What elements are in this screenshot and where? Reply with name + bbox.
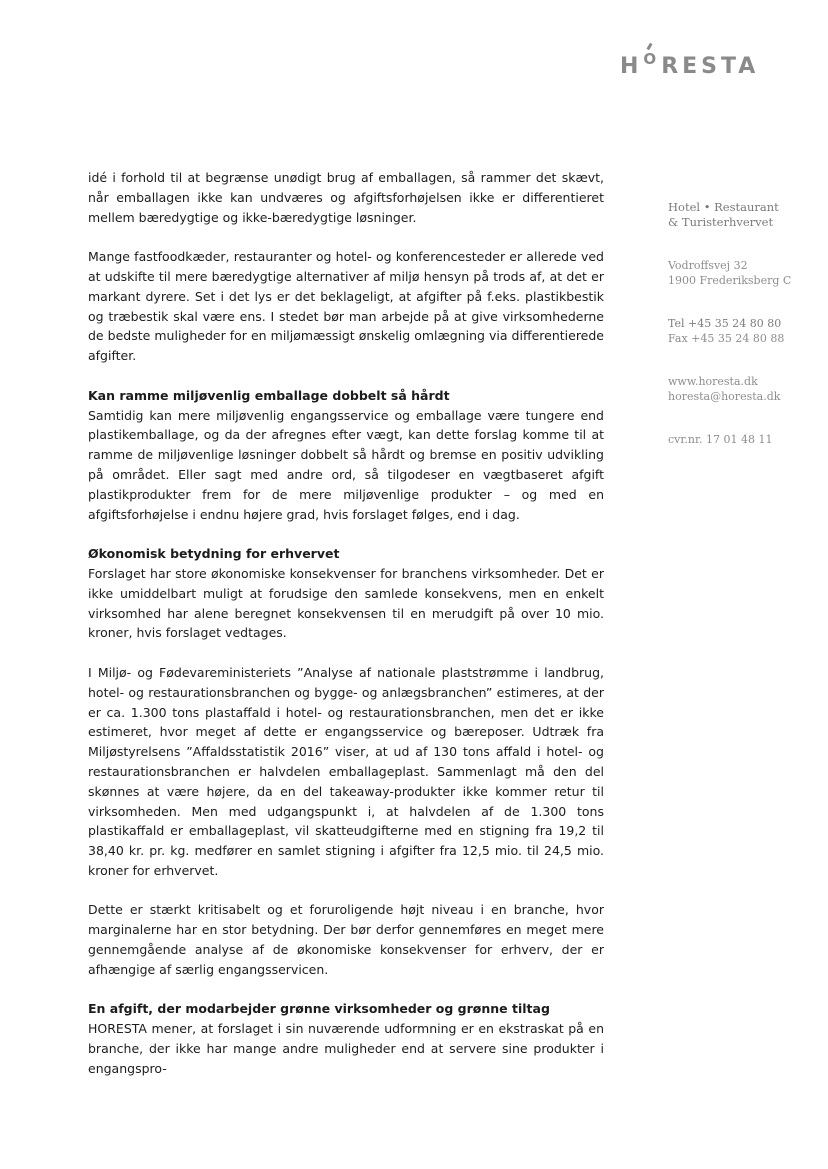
phone-block bbox=[668, 316, 818, 346]
paragraph-2: Mange fastfoodkæder, restauranter og hotel- og konferencesteder er allerede ved at udskifte til mere bæredygtige alternativer af miljø hensyn på trods af, at det er markant dyrere. Set i det lys er det beklageligt, at afgifter på f.eks. plastikbestik og træbestik skal være ens. I stedet bør man arbejde på at give virksomhederne de bedste muligheder for en miljømæssigt ønskelig omlægning via differentierede afgifter. bbox=[88, 249, 604, 364]
organization-block bbox=[668, 200, 818, 230]
section-green-businesses bbox=[88, 999, 604, 1078]
address-street: Vodroffsvej 32 bbox=[668, 259, 748, 272]
cvr-block bbox=[668, 432, 818, 447]
logo-o-mark: O bbox=[643, 50, 661, 68]
section-economic-impact bbox=[88, 544, 604, 643]
paragraph-6: Dette er stærkt kritisabelt og et foruroligende højt niveau i en branche, hvor marginalerne har en stor betydning. Der bør derfor gennemføres en meget mere gennemgående analyse af de økonomiske konsekvenser for erhverv, der er afhængige af særlig engangsservicen. bbox=[88, 902, 604, 977]
phone-number: Tel +45 35 24 80 80 bbox=[668, 317, 782, 330]
email-link[interactable]: horesta@horesta.dk bbox=[668, 390, 781, 403]
section-heading-1: Kan ramme miljøvenlig emballage dobbelt så hårdt bbox=[88, 387, 450, 403]
paragraph-4: Forslaget har store økonomiske konsekvenser for branchens virksomheder. Det er ikke umiddelbart muligt at forudsige den samlede konsekvens, men en enkelt virksomhed har alene beregnet konsekvensen til en merudgift på over 10 mio. kroner, hvis forslaget vedtages. bbox=[88, 565, 604, 641]
paragraph-1: idé i forhold til at begrænse unødigt brug af emballagen, så rammer det skævt, når emballagen ikke kan undværes og afgiftsforhøjelsen ikke er differentieret mellem bæredygtige og ikke-bæredygtige løsninger. bbox=[88, 170, 604, 225]
address-city: 1900 Frederiksberg C bbox=[668, 274, 792, 287]
cvr-number: cvr.nr. 17 01 48 11 bbox=[668, 433, 773, 446]
letter-body bbox=[88, 168, 604, 1098]
web-block bbox=[668, 374, 818, 404]
paragraph-5: I Miljø- og Fødevareministeriets ”Analyse af nationale plaststrømme i landbrug, hotel- og restaurationsbranchen og bygge- og anlægsbranchen” estimeres, at der er ca. 1.300 tons plastaffald i hotel- og restaurationsbranchen, men det er ikke estimeret, hvor meget af dette er engangsservice og bæreposer. Udtræk fra Miljøstyrelsens ”Affaldsstatistik 2016” viser, at ud af 130 tons affald i hotel- og restaurationsbranchen er halvdelen emballageplast. Sammenlagt må den del skønnes at være højere, da en del takeaway-produkter ikke kommer retur til virksomheden. Men med udgangspunkt i, at halvdelen af de 1.300 tons plastikaffald er emballageplast, vil skatteudgifterne med en stigning fra 19,2 til 38,40 kr. pr. kg. medfører en samlet stigning i afgifter fra 12,5 mio. til 24,5 mio. kroner for erhvervet. bbox=[88, 664, 604, 878]
org-line-1: Hotel • Restaurant bbox=[668, 200, 779, 214]
section-heading-2: Økonomisk betydning for erhvervet bbox=[88, 546, 340, 562]
address-block bbox=[668, 258, 818, 288]
section-environmental-packaging bbox=[88, 386, 604, 525]
paragraph-3: Samtidig kan mere miljøvenlig engangsservice og emballage være tungere end plastikemballage, og da der afregnes efter vægt, kan dette forslag komme til at ramme de miljøvenlige løsninger dobbelt så hårdt og bremse en positiv udvikling på området. Eller sagt med andre ord, så tilgodeser en vægtbaseret afgift plastikprodukter frem for de mere miljøvenlige produkter – og med en afgiftsforhøjelse i endnu højere grad, hvis forslaget følges, end i dag. bbox=[88, 407, 604, 522]
horesta-logo: HORESTA bbox=[620, 50, 760, 79]
section-heading-3: En afgift, der modarbejder grønne virksomheder og grønne tiltag bbox=[88, 1001, 550, 1017]
paragraph-7: HORESTA mener, at forslaget i sin nuværende udformning er en ekstraskat på en branche, der ikke har mange andre muligheder end at servere sine produkter i engangspro- bbox=[88, 1021, 604, 1076]
fax-number: Fax +45 35 24 80 88 bbox=[668, 332, 785, 345]
letterhead-sidebar bbox=[668, 200, 818, 475]
website-link[interactable]: www.horesta.dk bbox=[668, 375, 758, 388]
org-line-2: & Turisterhvervet bbox=[668, 215, 774, 229]
